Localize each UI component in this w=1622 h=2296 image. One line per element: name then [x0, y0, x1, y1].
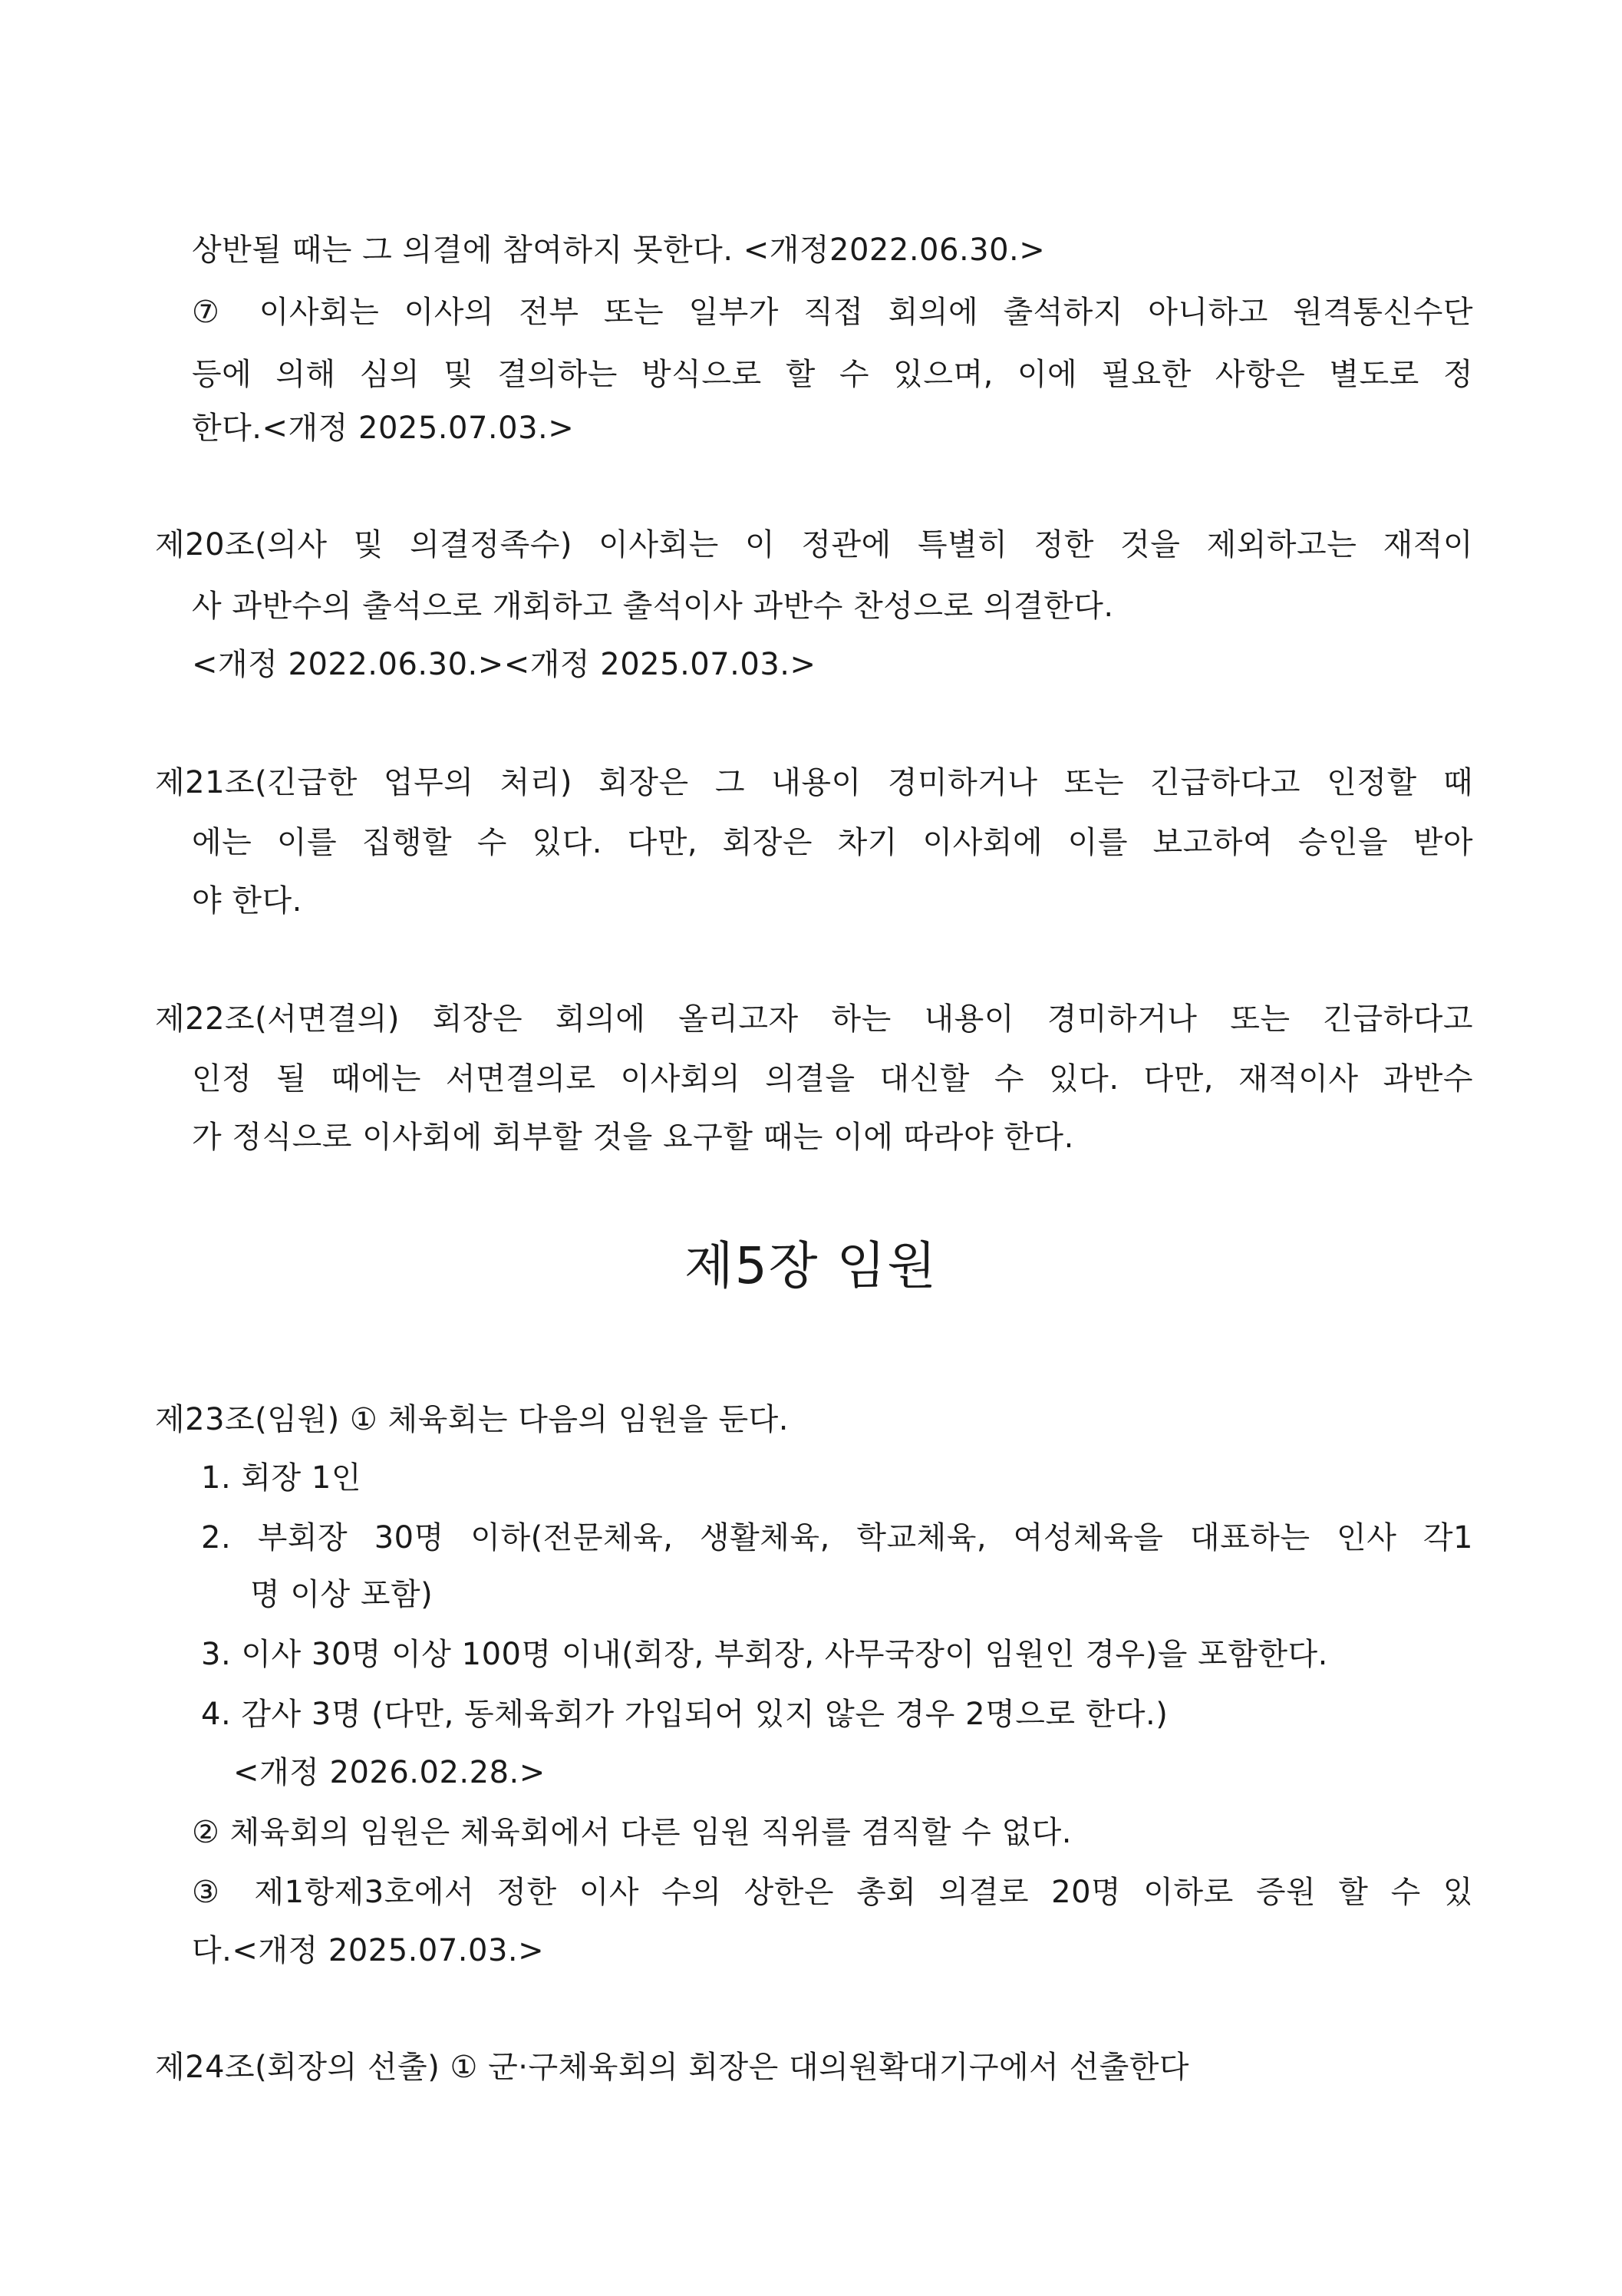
para19-item7-line1: ⑦ 이사회는 이사의 전부 또는 일부가 직접 회의에 출석하지 아니하고 원격통신수단 — [192, 295, 1473, 330]
article-23-item4-line1: 4. 감사 3명 (다만, 동체육회가 가입되어 있지 않은 경우 2명으로 한다.) — [201, 1697, 1169, 1732]
article-21-line3: 야 한다. — [192, 883, 302, 919]
para19-item7-line2: 등에 의해 심의 및 결의하는 방식으로 할 수 있으며, 이에 필요한 사항은 별도로 정 — [192, 357, 1473, 392]
article-23-item3: 3. 이사 30명 이상 100명 이내(회장, 부회장, 사무국장이 임원인 경우)을 포함한다. — [201, 1637, 1328, 1672]
article-20-line2: 사 과반수의 출석으로 개회하고 출석이사 과반수 찬성으로 의결한다. — [192, 589, 1114, 624]
article-23-paragraph2: ② 체육회의 임원은 체육회에서 다른 임원 직위를 겸직할 수 없다. — [192, 1815, 1073, 1850]
article-22-line2: 인정 될 때에는 서면결의로 이사회의 의결을 대신할 수 있다. 다만, 재적이사 과반수 — [192, 1061, 1473, 1097]
para19-item7-line3: 한다.<개정 2025.07.03.> — [192, 411, 575, 446]
article-22-line1: 제22조(서면결의) 회장은 회의에 올리고자 하는 내용이 경미하거나 또는 긴급하다고 — [155, 1001, 1473, 1037]
article-24-line1: 제24조(회장의 선출) ① 군·구체육회의 회장은 대의원확대기구에서 선출한다 — [155, 2050, 1190, 2085]
article-21-line1: 제21조(긴급한 업무의 처리) 회장은 그 내용이 경미하거나 또는 긴급하다고 인정할 때 — [155, 765, 1473, 800]
article-21-line2: 에는 이를 집행할 수 있다. 다만, 회장은 차기 이사회에 이를 보고하여 승인을 받아 — [192, 825, 1473, 860]
article-23-line1: 제23조(임원) ① 체육회는 다음의 임원을 둔다. — [155, 1402, 789, 1437]
article-23-paragraph3-line2: 다.<개정 2025.07.03.> — [192, 1933, 545, 1968]
article-23-paragraph3-line1: ③ 제1항제3호에서 정한 이사 수의 상한은 총회 의결로 20명 이하로 증원 할 수 있 — [192, 1875, 1473, 1910]
para19-cont-line1: 상반될 때는 그 의결에 참여하지 못한다. <개정2022.06.30.> — [192, 233, 1046, 268]
article-23-item1: 1. 회장 1인 — [201, 1460, 361, 1496]
article-20-line1: 제20조(의사 및 의결정족수) 이사회는 이 정관에 특별히 정한 것을 제외하고는 재적이 — [155, 527, 1473, 562]
article-23-item2-line1: 2. 부회장 30명 이하(전문체육, 생활체육, 학교체육, 여성체육을 대표하는 인사 각1 — [201, 1520, 1473, 1555]
article-22-line3: 가 정식으로 이사회에 회부할 것을 요구할 때는 이에 따라야 한다. — [192, 1120, 1074, 1155]
article-23-item2-line2: 명 이상 포함) — [250, 1577, 434, 1612]
article-23-item4-revision: <개정 2026.02.28.> — [233, 1755, 546, 1790]
chapter-5-heading: 제5장 임원 — [684, 1236, 938, 1295]
article-20-revision: <개정 2022.06.30.><개정 2025.07.03.> — [192, 647, 816, 682]
